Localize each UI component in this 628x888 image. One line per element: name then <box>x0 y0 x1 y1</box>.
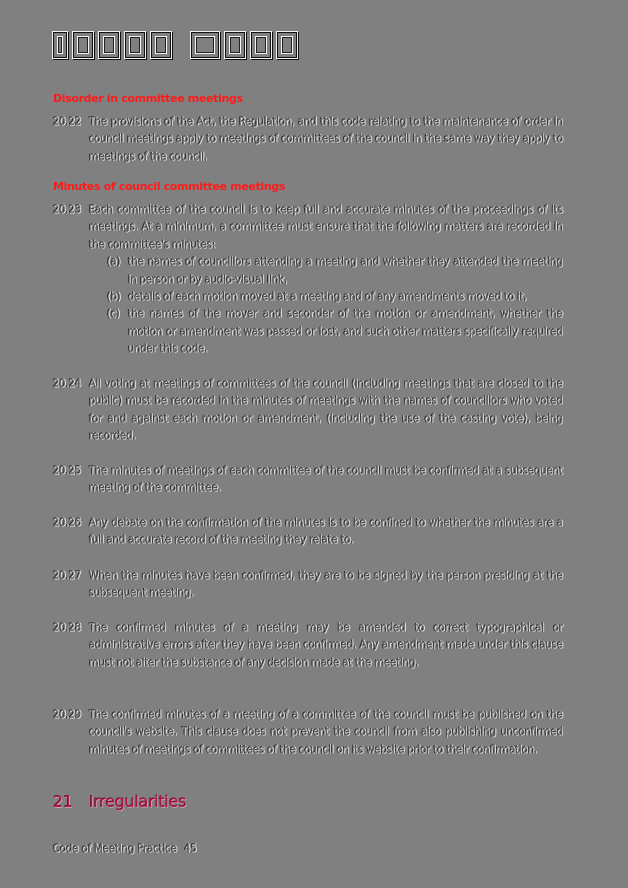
logo-letter-w-icon <box>190 31 220 59</box>
clause-text: The provisions of the Act, the Regulation, and this code relating to the maintenance of order in council meetings apply to meetings of committees of the council in the same way they apply to meetings of the council. <box>89 116 563 163</box>
section-title: Irregularities <box>89 792 187 811</box>
list-text: the names of the mover and seconder of the motion or amendment, whether the motion or amendment was passed or lost, and such other matters specifically required under this code. <box>128 308 563 356</box>
clause-number: 20.24 <box>53 378 82 390</box>
page-footer <box>53 843 197 855</box>
logo-letter-r-icon <box>150 31 172 59</box>
subheading-disorder: Disorder in committee meetings <box>53 92 243 105</box>
clause-20-22 <box>53 114 563 166</box>
clause-number: 20.23 <box>53 204 82 216</box>
clause-number: 20.25 <box>53 465 82 477</box>
clause-text: Any debate on the confirmation of the minutes is to be confined to whether the minutes are a full and accurate record of the meeting they relate to. <box>89 517 563 547</box>
clause-text: When the minutes have been confirmed, they are to be signed by the person presiding at the subsequent meeting. <box>89 570 563 600</box>
clause-text: All voting at meetings of committees of the council (including meetings that are closed to the public) must be recorded in the minutes of meetings with the names of councillors who voted for and against each motion or amendment, (including the use of the casting vote), being recorded. <box>89 378 563 443</box>
section-heading-irregularities <box>53 792 186 811</box>
clause-20-26 <box>53 515 563 550</box>
clause-number: 20.26 <box>53 517 82 529</box>
list-item-c <box>107 306 563 358</box>
list-text: the names of councillors attending a meeting and whether they attended the meeting in person or by audio-visual link, <box>128 256 563 286</box>
subheading-minutes: Minutes of council committee meetings <box>53 180 286 193</box>
clause-text: The confirmed minutes of a meeting of a committee of the council must be published on the council's website. This clause does not prevent the council from also publishing unconfirmed minutes of meetings of committees of the council on its website prior to their confirmation. <box>89 709 563 756</box>
logo-letter-n-icon <box>72 31 94 59</box>
clause-20-23 <box>53 202 563 359</box>
page-number: 45 <box>184 843 197 855</box>
clause-20-29 <box>53 707 563 759</box>
section-number: 21 <box>53 792 73 811</box>
list-item-b <box>107 289 563 306</box>
clause-number: 20.28 <box>53 622 82 634</box>
logo-letter-n-icon <box>98 31 120 59</box>
clause-20-28 <box>53 620 563 672</box>
clause-number: 20.27 <box>53 570 82 582</box>
clause-number: 20.29 <box>53 709 82 721</box>
clause-text: The confirmed minutes of a meeting may be amended to correct typographical or administrative errors after they have been confirmed. Any amendment made under this clause must not alter the substance of any decision made at the meeting. <box>89 622 563 669</box>
clause-20-24 <box>53 376 563 446</box>
logo-letter-i-icon <box>52 31 68 59</box>
clause-20-27 <box>53 568 563 603</box>
list-label: (c) <box>107 308 120 321</box>
list-label: (a) <box>107 256 121 269</box>
clause-20-25 <box>53 463 563 498</box>
inner-west-logo <box>52 31 298 61</box>
logo-letter-t-icon <box>276 31 298 59</box>
list-item-a <box>107 254 563 289</box>
clause-text: Each committee of the council is to keep full and accurate minutes of the proceedings of its meetings. At a minimum, a committee must ensure that the following matters are recorded in the committee's minutes: <box>89 204 563 251</box>
logo-letter-e-icon <box>124 31 146 59</box>
footer-doc-title: Code of Meeting Practice <box>53 843 178 855</box>
clause-text: The minutes of meetings of each committee of the council must be confirmed at a subsequent meeting of the committee. <box>89 465 563 495</box>
logo-letter-e-icon <box>224 31 246 59</box>
clause-number: 20.22 <box>53 116 82 128</box>
logo-letter-s-icon <box>250 31 272 59</box>
list-label: (b) <box>107 291 121 304</box>
list-text: details of each motion moved at a meeting and of any amendments moved to it, <box>128 291 527 304</box>
